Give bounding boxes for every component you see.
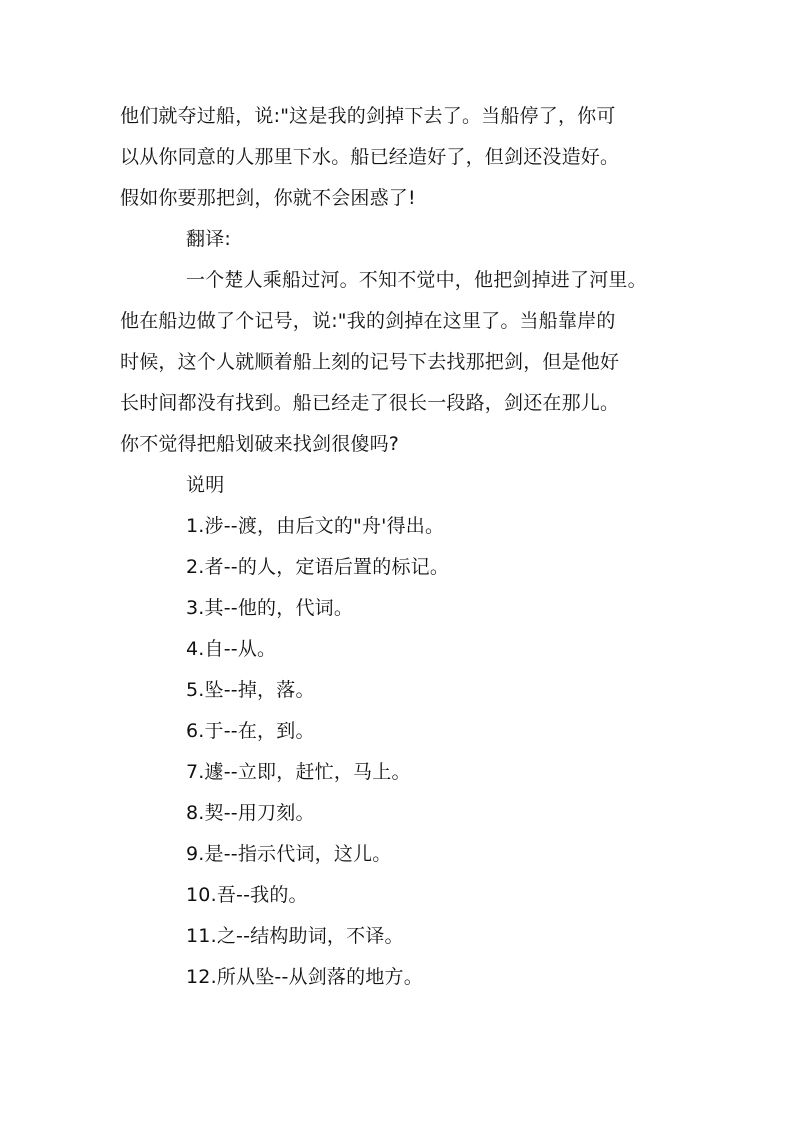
paragraph-line: 假如你要那把剑，你就不会困惑了! [120, 187, 416, 209]
note-item: 3.其--他的，代词。 [186, 597, 354, 619]
note-item: 12.所从坠--从剑落的地方。 [186, 966, 423, 988]
paragraph-line: 长时间都没有找到。船已经走了很长一段路，剑还在那儿。 [120, 392, 620, 414]
paragraph-line: 你不觉得把船划破来找剑很傻吗? [120, 433, 400, 455]
note-item: 1.涉--渡，由后文的"舟'得出。 [186, 515, 445, 537]
paragraph-line: 以从你同意的人那里下水。船已经造好了，但剑还没造好。 [120, 146, 620, 168]
notes-heading: 说明 [186, 474, 225, 496]
note-item: 11.之--结构助词，不译。 [186, 925, 404, 947]
note-item: 10.吾--我的。 [186, 884, 308, 906]
paragraph-line: 他们就夺过船，说:"这是我的剑掉下去了。当船停了，你可 [120, 105, 616, 127]
note-item: 2.者--的人，定语后置的标记。 [186, 556, 450, 578]
paragraph-line: 时候，这个人就顺着船上刻的记号下去找那把剑，但是他好 [120, 351, 620, 373]
note-item: 5.坠--掉，落。 [186, 679, 315, 701]
note-item: 9.是--指示代词，这儿。 [186, 843, 392, 865]
paragraph-line: 他在船边做了个记号，说:"我的剑掉在这里了。当船靠岸的 [120, 310, 616, 332]
paragraph-line: 一个楚人乘船过河。不知不觉中，他把剑掉进了河里。 [186, 269, 647, 291]
note-item: 4.自--从。 [186, 638, 277, 660]
note-item: 6.于--在，到。 [186, 720, 315, 742]
translation-heading: 翻译: [186, 228, 232, 250]
note-item: 7.遽--立即，赶忙，马上。 [186, 761, 411, 783]
note-item: 8.契--用刀刻。 [186, 802, 315, 824]
